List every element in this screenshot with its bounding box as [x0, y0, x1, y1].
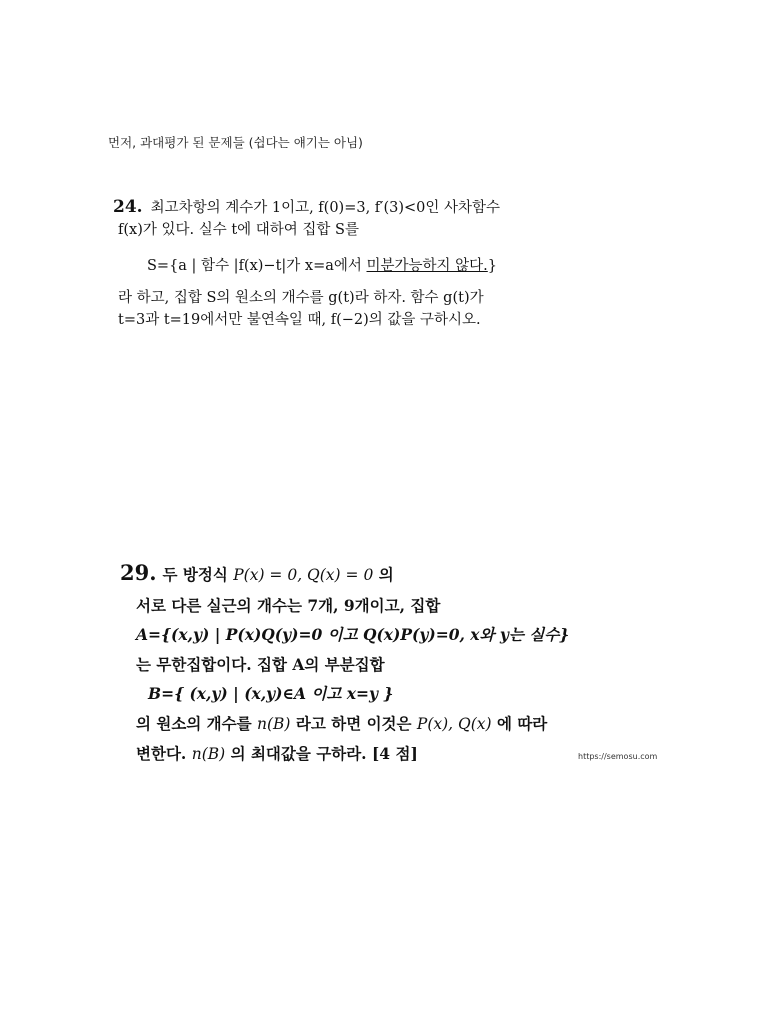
- problem-24-line-1: [113, 196, 673, 219]
- problem-29-text-7: 변한다.: [136, 744, 192, 763]
- problem-29-text-1-tail: 의: [373, 565, 394, 584]
- problem-24: [113, 196, 673, 331]
- set-suffix: }: [487, 258, 498, 274]
- problem-29-text-6: 의 원소의 개수를: [136, 713, 258, 733]
- set-underlined-condition: 미분가능하지 않다.: [366, 258, 488, 274]
- problem-29-set-a: A={(x,y) | P(x)Q(y)=0 이고 Q(x)P(y)=0, x와 y는 실수}: [136, 625, 570, 644]
- problem-29: [120, 558, 680, 770]
- problem-29-text-1: 두 방정식: [162, 565, 234, 584]
- problem-24-line-2: f(x)가 있다. 실수 t에 대하여 집합 S를: [118, 222, 359, 238]
- problem-24-number: 24.: [113, 197, 143, 217]
- problem-29-number: 29.: [120, 560, 157, 585]
- problem-24-text-1: 최고차항의 계수가 1이고, f(0)=3, f′(3)<0인 사차함수: [150, 200, 501, 216]
- problem-29-math-6b: P(x), Q(x): [416, 714, 492, 733]
- problem-29-line-1: [120, 558, 680, 591]
- intro-text: 먼저, 과대평가 된 문제들 (쉽다는 얘기는 아님): [108, 135, 363, 150]
- problem-29-text-6-mid: 라고 하면 이것은: [290, 713, 417, 733]
- problem-29-line-4: 는 무한집합이다. 집합 A의 부분집합: [136, 654, 385, 674]
- problem-29-line-6: [120, 709, 680, 740]
- problem-29-set-b: B={ (x,y) | (x,y)∈A 이고 x=y }: [148, 684, 394, 703]
- problem-24-line-4: 라 하고, 집합 S의 원소의 개수를 g(t)라 하자. 함수 g(t)가: [118, 290, 484, 306]
- problem-29-text-7-tail: 의 최대값을 구하라. [4 점]: [225, 744, 418, 763]
- problem-29-line-2: 서로 다른 실근의 개수는 7개, 9개이고, 집합: [136, 595, 441, 615]
- problem-29-text-6-tail: 에 따라: [491, 713, 548, 733]
- source-url: https://semosu.com: [578, 752, 658, 761]
- set-prefix: S={a | 함수 |f(x)−t|가 x=a에서: [147, 258, 367, 274]
- problem-24-set-definition: [113, 255, 673, 277]
- problem-29-math-6: n(B): [257, 714, 291, 733]
- problem-29-math-1: P(x) = 0, Q(x) = 0: [233, 566, 374, 584]
- problem-24-line-5: t=3과 t=19에서만 불연속일 때, f(−2)의 값을 구하시오.: [118, 312, 481, 328]
- problem-29-math-7: n(B): [191, 745, 226, 763]
